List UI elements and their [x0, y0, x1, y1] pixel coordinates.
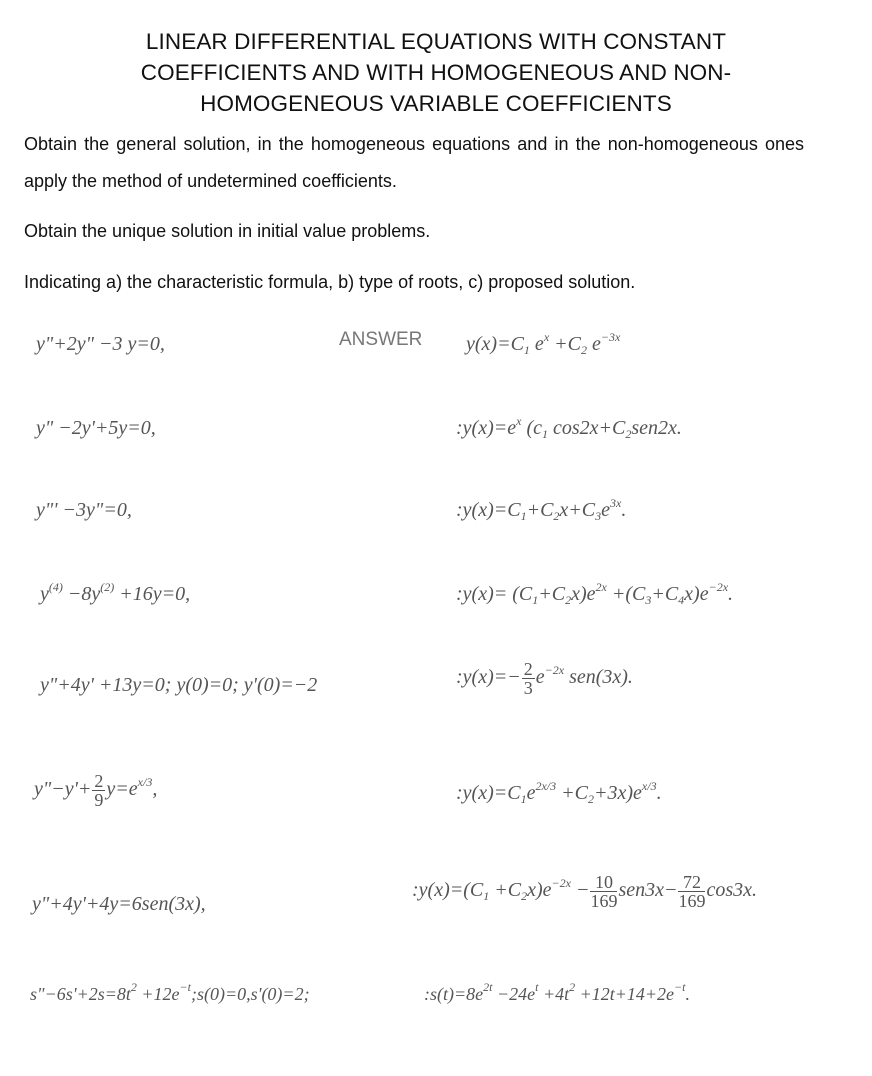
document-title [0, 26, 872, 119]
equation-3: y"' −3y"=0, [36, 499, 132, 521]
fraction-two-thirds: $\frac{2}{3}$ [523, 659, 533, 698]
equation-5: y"+4y' +13y=0; y(0)=0; y'(0)=−2 [40, 674, 318, 696]
equation-7: y"+4y'+4y=6sen(3x), [32, 893, 206, 915]
title-line-2: COEFFICIENTS AND WITH HOMOGENEOUS AND NON- [140, 60, 732, 85]
equation-6: y"−y'+ $\frac{2}{9}$ $y=e^{x/3}$, [34, 771, 158, 810]
answer-6: $:y(x)=C_1e^{2x/3} +C_2+3x)e^{x/3}$. [456, 779, 662, 806]
title-line-1: LINEAR DIFFERENTIAL EQUATIONS WITH CONSTANT [145, 29, 727, 54]
answer-4: :y(x)= $(C_1+C_2x)e^{2x} +(C_3+C_4x)e^{-2x}$. [456, 580, 734, 607]
equation-4: $y^{(4)} -8y^{(2)} +16y=0$, [40, 580, 191, 605]
fraction-72-over-169: $\frac{72}{169}$ [678, 872, 706, 911]
answer-8: $:s(t)=8e^{2t} -24e^t +4t^2 +12t+14+2e^{-t}$. [424, 980, 690, 1004]
answer-label: ANSWER [339, 329, 423, 350]
answer-7: $:y(x)=(C_1 +C_2x)e^{-2x}$ − $\frac{10}{169}$ sen3x− $\frac{72}{169}$ cos3x. [412, 872, 758, 911]
instruction-general-solution: Obtain the general solution, in the homogeneous equations and in the non-homogeneous ones apply the method of undetermined coefficients. [24, 134, 804, 191]
fraction-ten-over-169: $\frac{10}{169}$ [590, 872, 618, 911]
equation-2: y" −2y'+5y=0, [36, 417, 156, 439]
answer-5: :y(x)=− $\frac{2}{3}$ $e^{-2x}$ sen(3x). [456, 659, 633, 698]
equation-1: y"+2y" −3 y=0, [36, 333, 165, 355]
answer-2: $:y(x)=e^x$ ($c_1$ $\cos 2x+C_2sen2x$. [456, 414, 682, 441]
title-line-3: HOMOGENEOUS VARIABLE COEFFICIENTS [200, 91, 672, 116]
instruction-indicating: Indicating a) the characteristic formula, b) type of roots, c) proposed solution. [24, 272, 636, 292]
instruction-initial-value: Obtain the unique solution in initial value problems. [24, 221, 431, 241]
answer-1: $y(x)=C_1$ $e^x +C_2$ $e^{-3x}$ [466, 330, 621, 357]
equation-8: $s"-6s'+2s=8t^2$ $+12e^{-t};s(0)=0,s'(0)=2$; [30, 980, 310, 1004]
fraction-two-ninths: $\frac{2}{9}$ [94, 771, 104, 810]
answer-3: $:y(x)=C_1+C_2x+C_3e^{3x}$. [456, 496, 627, 523]
